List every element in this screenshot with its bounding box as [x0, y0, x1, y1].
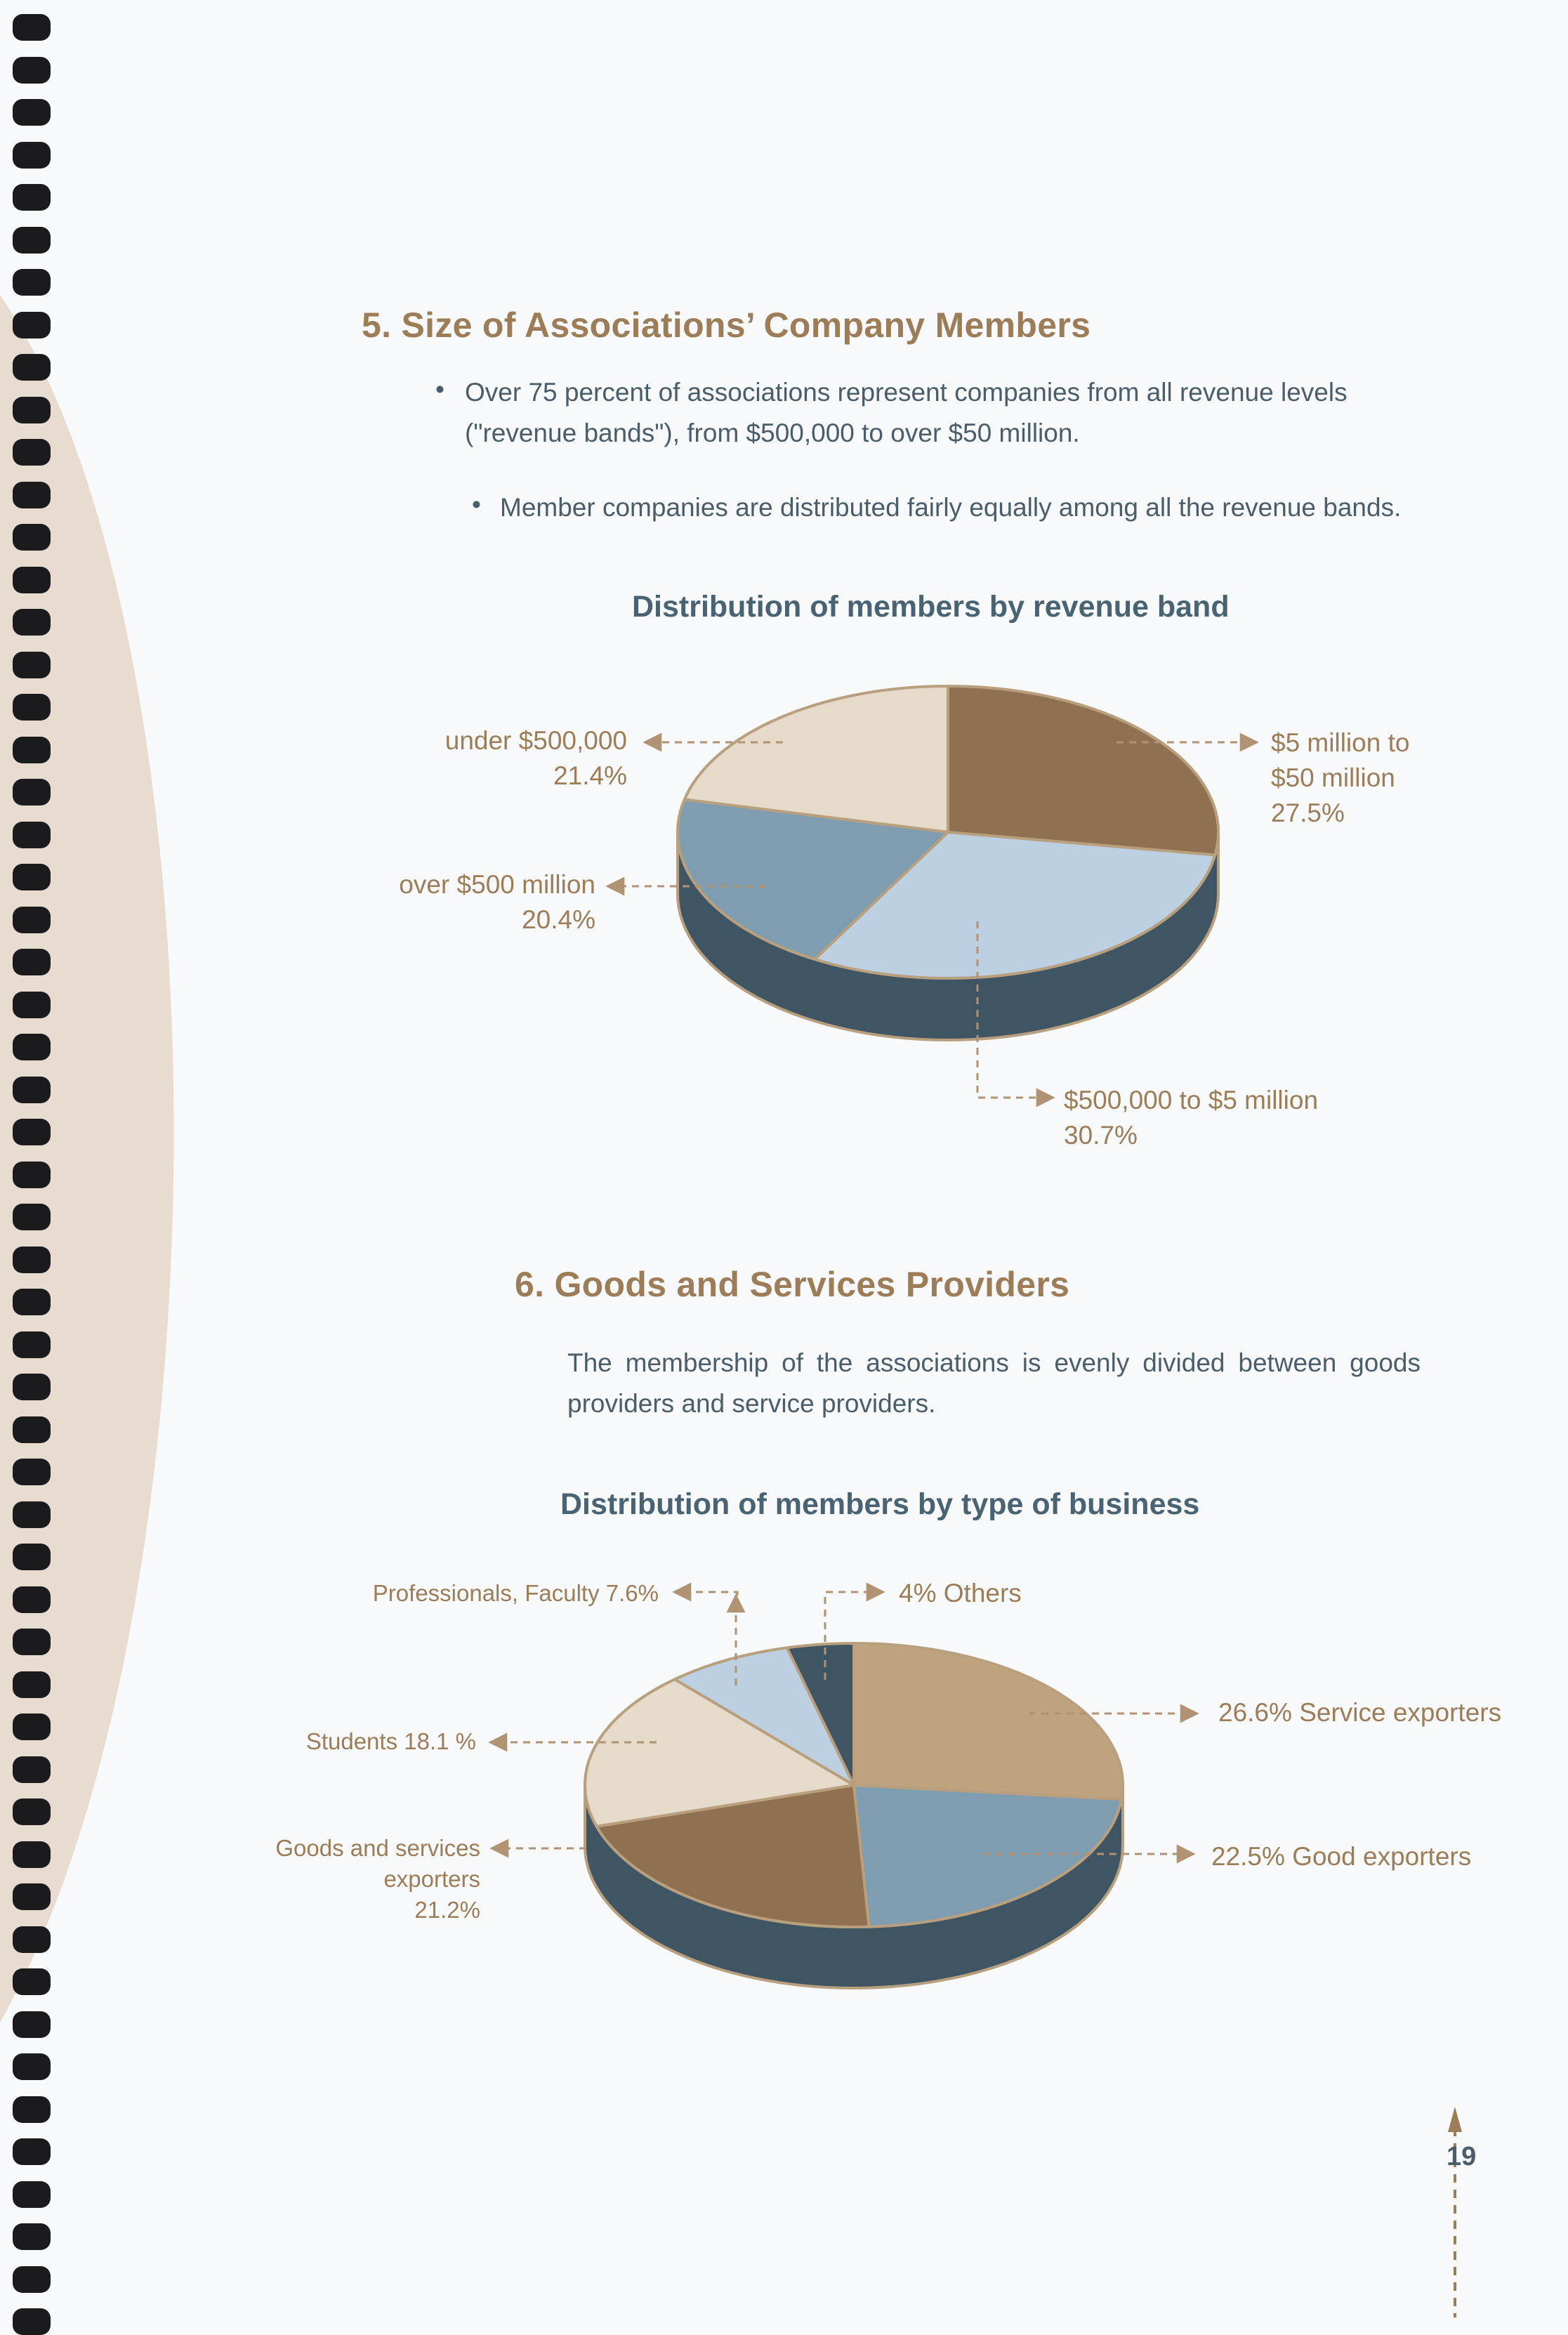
chart-2-label-goods-services: Goods and services exporters 21.2%	[275, 1835, 480, 1923]
chart-1-pie	[678, 686, 1218, 1040]
chart-2-label-good-exporters: 22.5% Good exporters	[1211, 1842, 1472, 1871]
chart-1-label-over-500m: over $500 million 20.4%	[399, 870, 595, 934]
chart-1-label-5m-50m: $5 million to $50 million 27.5%	[1271, 728, 1410, 827]
section-5-heading: 5. Size of Associations’ Company Members	[362, 305, 1091, 345]
chart-2-label-others: 4% Others	[899, 1579, 1022, 1607]
pie-slice	[854, 1643, 1123, 1799]
leader-professionals	[674, 1592, 737, 1596]
chart-2-label-professionals: Professionals, Faculty 7.6%	[372, 1580, 659, 1606]
bullet-dot-2: •	[472, 490, 481, 519]
section-5-bullet-1: Over 75 percent of associations represent companies from all revenue levels ("revenue bands"), from $500,000 to over $50 million.	[465, 378, 1348, 447]
section-6-heading: 6. Goods and Services Providers	[515, 1265, 1070, 1304]
section-5-bullet-2: Member companies are distributed fairly equally among all the revenue bands.	[500, 493, 1402, 522]
section-6-paragraph: The membership of the associations is evenly divided between goods providers and service providers.	[567, 1348, 1421, 1418]
chart-2-title: Distribution of members by type of business	[560, 1487, 1200, 1521]
chart-1-title: Distribution of members by revenue band	[632, 590, 1230, 624]
chart-2-label-service-exporters: 26.6% Service exporters	[1218, 1698, 1502, 1727]
chart-1-label-under-500k: under $500,000 21.4%	[444, 726, 627, 790]
pie-slice	[948, 686, 1218, 855]
chart-1-label-500k-5m: $500,000 to $5 million 30.7%	[1064, 1086, 1319, 1150]
bullet-dot-1: •	[435, 375, 444, 404]
chart-2-pie	[585, 1643, 1123, 1988]
page-number: 19	[1447, 2142, 1477, 2171]
chart-2-label-students: Students 18.1 %	[305, 1728, 476, 1754]
